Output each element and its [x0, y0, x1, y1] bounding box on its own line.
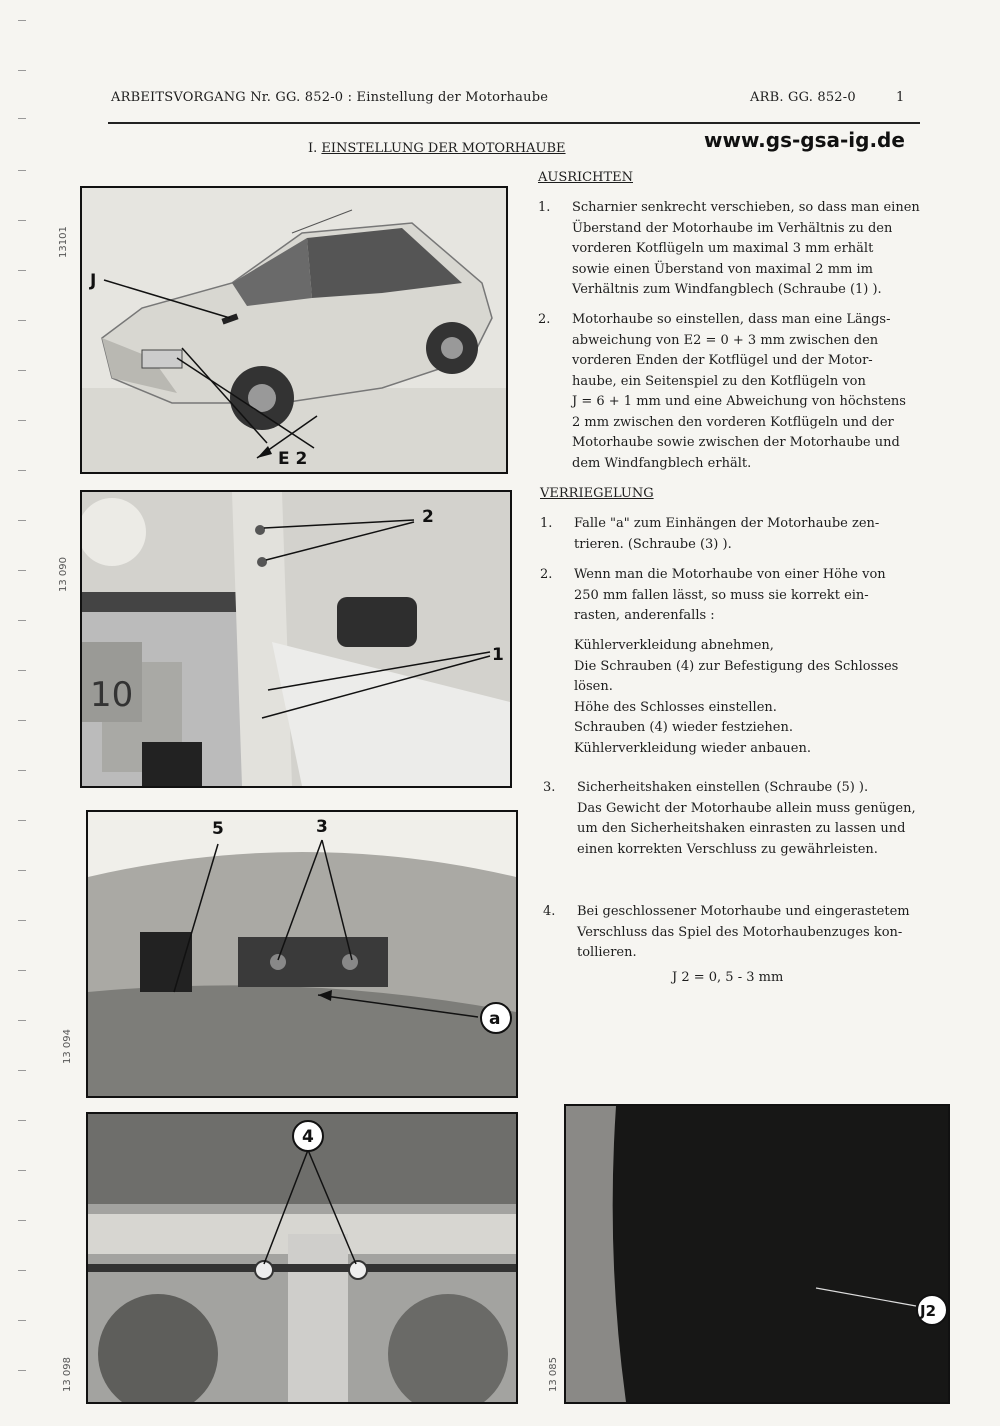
hinge-illustration — [82, 492, 510, 786]
header-rule — [108, 122, 920, 124]
figure-code: 13 090 — [58, 557, 69, 592]
lock-illustration — [88, 1114, 516, 1402]
label-3: 3 — [316, 817, 328, 837]
line: lösen. — [574, 679, 613, 694]
figure-hinge-photo — [80, 490, 512, 788]
verriegelung-item-1 — [540, 514, 940, 556]
line: dem Windfangblech erhält. — [572, 455, 752, 471]
line: einen korrekten Verschluss zu gewährleisten. — [577, 841, 878, 857]
figure-gap-photo — [564, 1104, 950, 1404]
line: Wenn man die Motorhaube von einer Höhe von — [574, 567, 886, 582]
item-number: 1. — [540, 516, 553, 531]
website-watermark: www.gs-gsa-ig.de — [704, 128, 905, 152]
line: trieren. (Schraube (3) ). — [574, 536, 732, 552]
line: Verschluss das Spiel des Motorhaubenzuges kon- — [577, 924, 903, 940]
line: 250 mm fallen lässt, so muss sie korrekt ein- — [574, 587, 869, 603]
line: tollieren. — [577, 945, 637, 960]
line: rasten, anderenfalls : — [574, 608, 715, 623]
ausrichten-item-2 — [538, 310, 938, 476]
header-title: ARBEITSVORGANG Nr. GG. 852-0 : Einstellung der Motorhaube — [111, 90, 549, 105]
ausrichten-item-1 — [538, 198, 938, 302]
figure-code: 13 094 — [62, 1029, 73, 1064]
line: Verhältnis zum Windfangblech (Schraube (1) ). — [572, 282, 882, 297]
line: Das Gewicht der Motorhaube allein muss genügen, — [577, 800, 916, 816]
line: sowie einen Überstand von maximal 2 mm im — [572, 261, 873, 277]
line: haube, ein Seitenspiel zu den Kotflügeln von — [572, 373, 866, 389]
line: Kühlerverkleidung wieder anbauen. — [574, 740, 812, 756]
verriegelung-steps — [540, 636, 940, 760]
figure-code: 13 098 — [62, 1357, 73, 1392]
verriegelung-title: VERRIEGELUNG — [540, 486, 654, 501]
figure-lock-photo — [86, 1112, 518, 1404]
item-number: 2. — [538, 312, 551, 327]
section-text: EINSTELLUNG DER MOTORHAUBE — [321, 141, 566, 156]
page-number: 1 — [896, 90, 905, 105]
label-2: 2 — [422, 507, 434, 527]
panel-number: 10 — [90, 675, 134, 715]
verriegelung-item-3 — [543, 778, 943, 862]
header-code: ARB. GG. 852-0 — [750, 90, 856, 105]
ausrichten-title: AUSRICHTEN — [538, 170, 633, 185]
j2-formula: J 2 = 0, 5 - 3 mm — [672, 970, 784, 985]
line: vorderen Enden der Kotflügel und der Motor- — [572, 353, 873, 368]
label-j2: J2 — [920, 1302, 937, 1320]
label-e2: E 2 — [278, 449, 308, 469]
line: J = 6 + 1 mm und eine Abweichung von höchstens — [572, 394, 906, 409]
item-number: 4. — [543, 904, 556, 919]
line: Motorhaube sowie zwischen der Motorhaube und — [572, 435, 900, 450]
binder-edge — [0, 0, 30, 1426]
verriegelung-item-2 — [540, 565, 940, 627]
line: Motorhaube so einstellen, dass man eine Längs- — [572, 312, 891, 327]
item-number: 3. — [543, 780, 556, 795]
line: vorderen Kotflügeln um maximal 3 mm erhält — [572, 241, 874, 256]
figure-code: 13 085 — [548, 1357, 559, 1392]
line: Scharnier senkrecht verschieben, so dass man einen — [572, 200, 920, 215]
car-illustration — [82, 188, 506, 472]
section-title — [308, 141, 566, 156]
label-5: 5 — [212, 819, 224, 839]
section-number: I. — [308, 141, 318, 156]
line: Überstand der Motorhaube im Verhältnis zu den — [572, 220, 893, 236]
gap-illustration — [566, 1106, 948, 1402]
latch-illustration — [88, 812, 516, 1096]
line: Die Schrauben (4) zur Befestigung des Schlosses — [574, 658, 899, 674]
figure-latch-photo — [86, 810, 518, 1098]
line: Schrauben (4) wieder festziehen. — [574, 720, 793, 735]
line: Falle "a" zum Einhängen der Motorhaube zen- — [574, 516, 880, 531]
label-4: 4 — [302, 1127, 314, 1147]
item-number: 1. — [538, 200, 551, 215]
line: Höhe des Schlosses einstellen. — [574, 699, 777, 715]
verriegelung-item-4 — [543, 902, 943, 964]
label-1: 1 — [492, 645, 504, 665]
line: abweichung von E2 = 0 + 3 mm zwischen den — [572, 332, 879, 348]
line: Sicherheitshaken einstellen (Schraube (5) ). — [577, 780, 869, 795]
line: um den Sicherheitshaken einrasten zu lassen und — [577, 821, 906, 836]
line: 2 mm zwischen den vorderen Kotflügeln und der — [572, 414, 894, 430]
label-j: J — [90, 271, 97, 291]
item-number: 2. — [540, 567, 553, 582]
label-a: a — [489, 1009, 501, 1029]
figure-code: 13101 — [58, 226, 69, 258]
figure-car-photo — [80, 186, 508, 474]
line: Bei geschlossener Motorhaube und eingerastetem — [577, 904, 910, 919]
line: Kühlerverkleidung abnehmen, — [574, 638, 774, 653]
